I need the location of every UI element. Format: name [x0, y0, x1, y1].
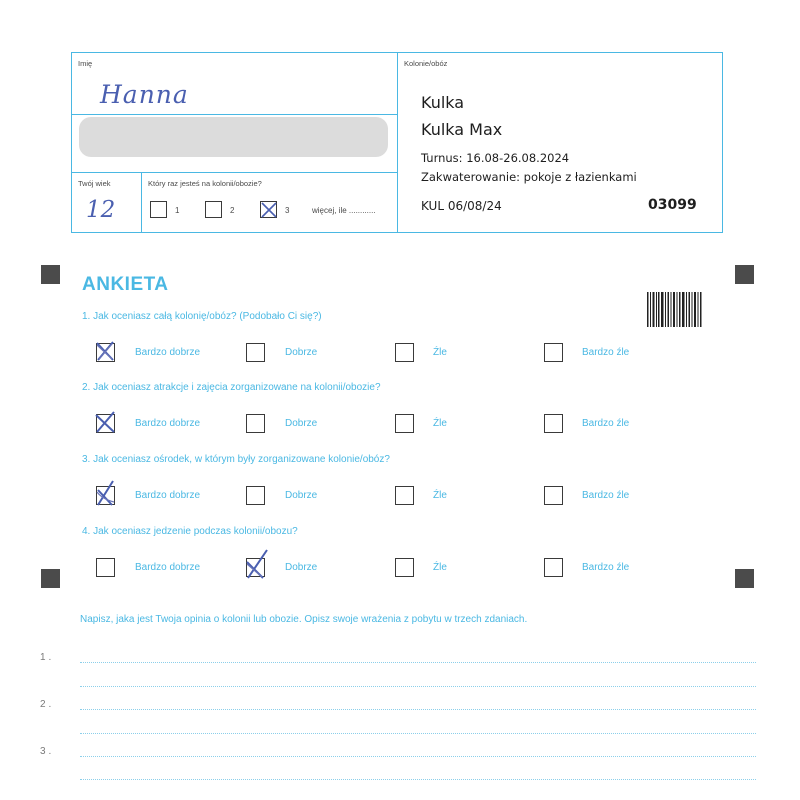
opinion-prompt: Napisz, jaka jest Twoja opinia o kolonii lub obozie. Opisz swoje wrażenia z pobytu w trzech zdaniach.: [80, 614, 528, 625]
question-2: 2. Jak oceniasz atrakcje i zajęcia zorganizowane na kolonii/obozie?: [82, 382, 381, 393]
survey-title: ANKIETA: [82, 274, 169, 295]
q3-option-good[interactable]: [246, 486, 265, 505]
q4-label-bad: Źle: [433, 562, 447, 573]
corner-marker-top-right: [735, 265, 754, 284]
q3-option-very-good[interactable]: [96, 486, 115, 505]
line-number-1: 1.: [40, 652, 55, 663]
q3-label-very-bad: Bardzo źle: [582, 490, 630, 501]
q2-label-good: Dobrze: [285, 418, 318, 429]
question-4: 4. Jak oceniasz jedzenie podczas kolonii/obozu?: [82, 526, 298, 537]
q1-option-very-bad[interactable]: [544, 343, 563, 362]
times-checkbox-3[interactable]: [260, 201, 277, 218]
q4-option-bad[interactable]: [395, 558, 414, 577]
header-row-line-1: [71, 114, 397, 115]
camp-code: KUL 06/08/24: [421, 199, 502, 213]
q2-label-very-good: Bardzo dobrze: [135, 418, 201, 429]
camp-label: Kolonie/obóz: [404, 59, 448, 68]
times-label: Który raz jesteś na kolonii/obozie?: [148, 179, 262, 188]
q2-label-bad: Źle: [433, 418, 447, 429]
name-value[interactable]: Hanna: [100, 80, 189, 109]
q1-label-very-good: Bardzo dobrze: [135, 347, 201, 358]
times-option-1: 1: [175, 206, 180, 215]
times-checkbox-1[interactable]: [150, 201, 167, 218]
header-divider: [397, 52, 398, 233]
q3-option-bad[interactable]: [395, 486, 414, 505]
times-checkbox-2[interactable]: [205, 201, 222, 218]
times-option-3: 3: [285, 206, 290, 215]
line-number-2: 2.: [40, 699, 55, 710]
corner-marker-bottom-left: [41, 569, 60, 588]
camp-name: Kulka: [421, 93, 465, 112]
camp-program: Kulka Max: [421, 120, 503, 139]
times-option-2: 2: [230, 206, 235, 215]
q2-option-good[interactable]: [246, 414, 265, 433]
answer-line-1a[interactable]: [80, 662, 756, 663]
question-3: 3. Jak oceniasz ośrodek, w którym były zorganizowane kolonie/obóz?: [82, 454, 390, 465]
q4-label-very-bad: Bardzo źle: [582, 562, 630, 573]
answer-line-2b[interactable]: [80, 733, 756, 734]
camp-turnus: Turnus: 16.08-26.08.2024: [421, 151, 570, 165]
q1-option-bad[interactable]: [395, 343, 414, 362]
line-number-3: 3.: [40, 746, 55, 757]
redacted-surname: [79, 117, 388, 157]
q1-option-good[interactable]: [246, 343, 265, 362]
q1-label-bad: Źle: [433, 347, 447, 358]
question-1: 1. Jak oceniasz całą kolonię/obóz? (Podobało Ci się?): [82, 311, 322, 322]
header-row-line-2: [71, 172, 397, 173]
q4-option-very-good[interactable]: [96, 558, 115, 577]
q1-option-very-good[interactable]: [96, 343, 115, 362]
name-label: Imię: [78, 59, 93, 68]
corner-marker-bottom-right: [735, 569, 754, 588]
q2-option-very-bad[interactable]: [544, 414, 563, 433]
answer-line-3a[interactable]: [80, 756, 756, 757]
answer-line-3b[interactable]: [80, 779, 756, 780]
answer-line-2a[interactable]: [80, 709, 756, 710]
age-label: Twój wiek: [78, 179, 111, 188]
q1-label-very-bad: Bardzo źle: [582, 347, 630, 358]
q4-option-good[interactable]: [246, 558, 265, 577]
q4-label-very-good: Bardzo dobrze: [135, 562, 201, 573]
q1-label-good: Dobrze: [285, 347, 318, 358]
corner-marker-top-left: [41, 265, 60, 284]
q2-label-very-bad: Bardzo źle: [582, 418, 630, 429]
form-number: 03099: [648, 197, 697, 213]
q3-label-very-good: Bardzo dobrze: [135, 490, 201, 501]
camp-accommodation: Zakwaterowanie: pokoje z łazienkami: [421, 170, 637, 184]
q4-label-good: Dobrze: [285, 562, 318, 573]
times-more: więcej, ile ............: [312, 206, 376, 215]
q3-option-very-bad[interactable]: [544, 486, 563, 505]
header-age-divider: [141, 172, 142, 233]
age-value[interactable]: 12: [86, 197, 116, 223]
q4-option-very-bad[interactable]: [544, 558, 563, 577]
barcode-icon: [647, 292, 702, 327]
answer-line-1b[interactable]: [80, 686, 756, 687]
q3-label-good: Dobrze: [285, 490, 318, 501]
q3-label-bad: Źle: [433, 490, 447, 501]
q2-option-bad[interactable]: [395, 414, 414, 433]
q2-option-very-good[interactable]: [96, 414, 115, 433]
